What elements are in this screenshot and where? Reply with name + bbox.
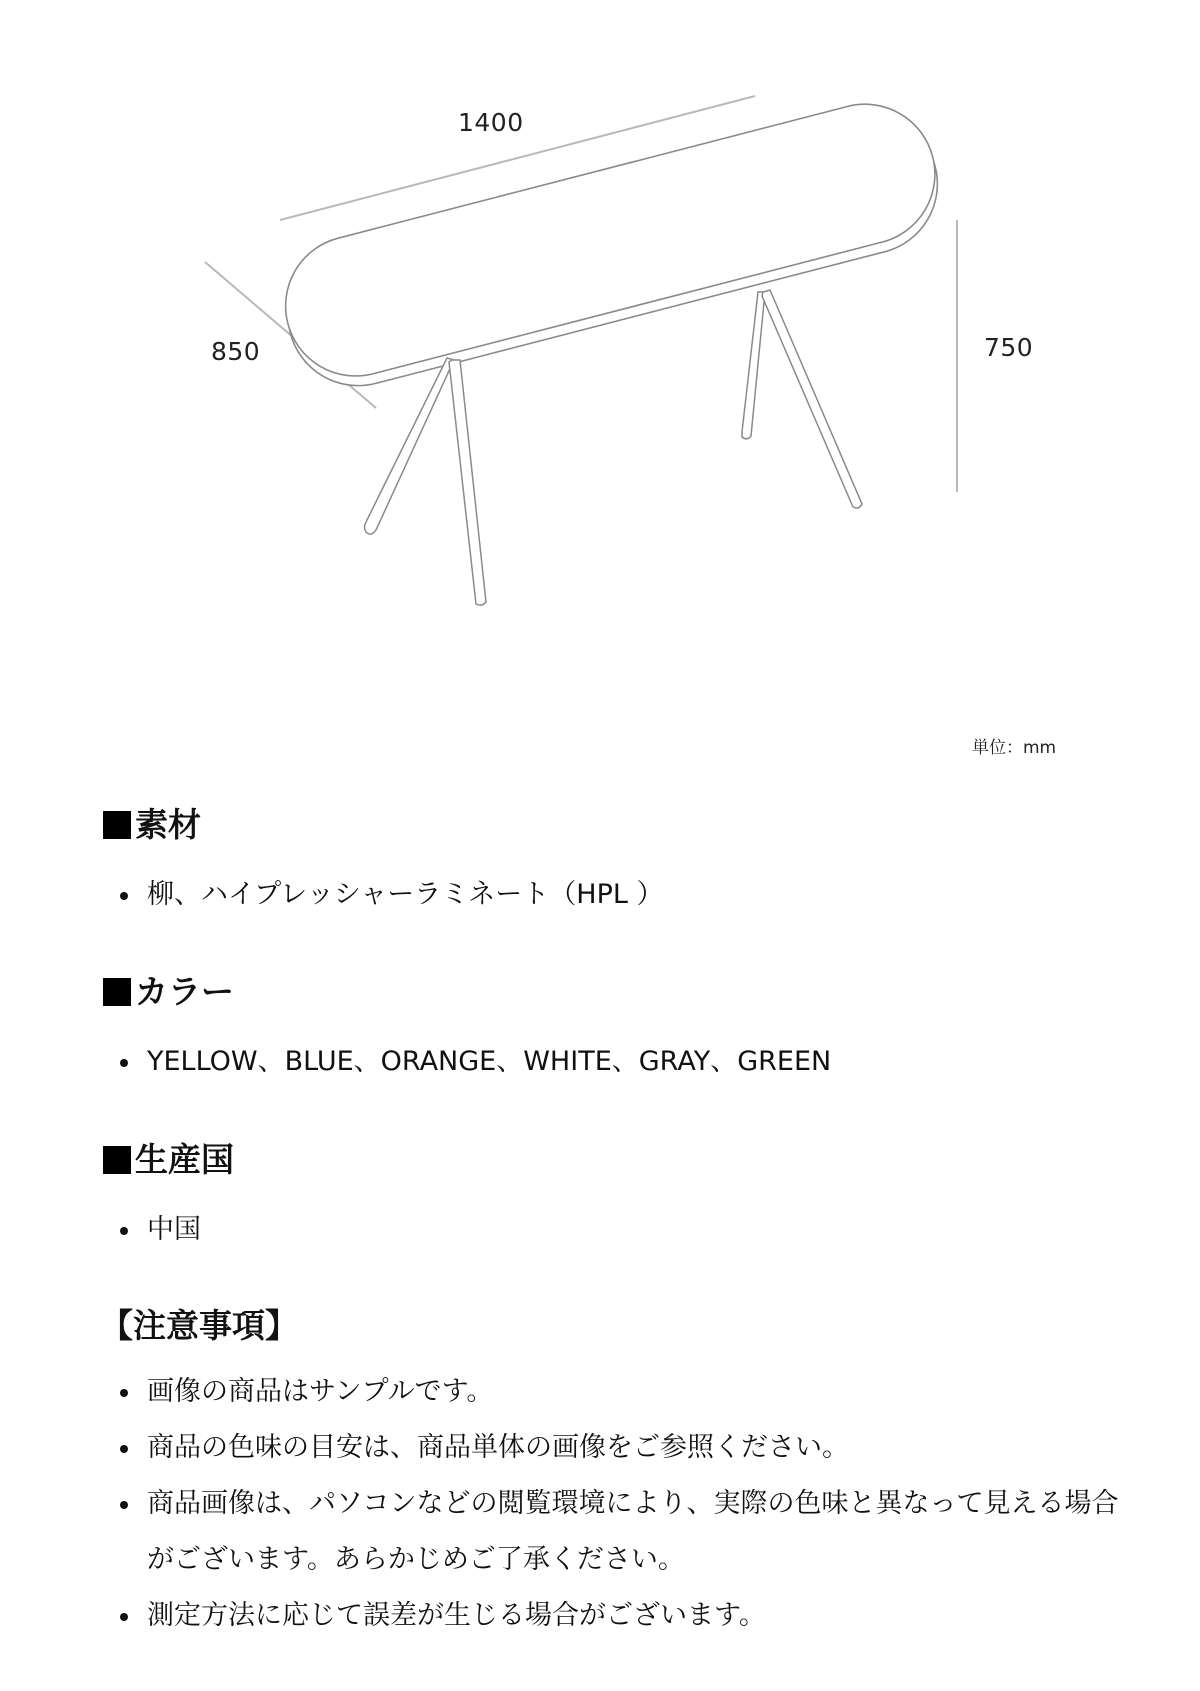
material-heading-text: 素材 xyxy=(135,805,201,844)
bullet-icon xyxy=(120,1227,128,1235)
notes-heading xyxy=(100,1306,1140,1345)
color-heading-text: カラー xyxy=(135,972,234,1011)
depth-dimension-label: 850 xyxy=(211,337,261,366)
bullet-icon xyxy=(120,892,128,900)
width-dimension-label: 1400 xyxy=(458,108,524,137)
height-dimension-label: 750 xyxy=(984,333,1034,362)
bullet-icon xyxy=(120,1445,128,1453)
material-item-text: 柳、ハイプレッシャーラミネート（HPL ） xyxy=(147,879,664,910)
list-item xyxy=(100,1588,1140,1644)
list-item xyxy=(100,1364,1140,1420)
color-item-text: YELLOW、BLUE、ORANGE、WHITE、GRAY、GREEN xyxy=(147,1046,832,1077)
bullet-icon xyxy=(120,1501,128,1509)
material-heading xyxy=(100,805,1140,844)
right-legs xyxy=(742,290,862,508)
origin-heading-text: 生産国 xyxy=(135,1140,234,1179)
note-text: 測定方法に応じて誤差が生じる場合がございます。 xyxy=(147,1600,766,1631)
color-list xyxy=(100,1034,1140,1089)
material-list xyxy=(100,867,1140,922)
black-square-icon xyxy=(103,1146,131,1174)
list-item xyxy=(100,1034,1140,1089)
list-item xyxy=(100,1202,1140,1257)
list-item xyxy=(100,1476,1140,1588)
bullet-icon xyxy=(120,1059,128,1067)
note-text: 商品画像は、パソコンなどの閲覧環境により、実際の色味と異なって見える場合がございます。あらかじめご了承ください。 xyxy=(147,1488,1119,1575)
origin-section xyxy=(100,1140,1140,1257)
note-text: 画像の商品はサンプルです。 xyxy=(147,1376,494,1407)
table-dimension-drawing xyxy=(0,0,1200,720)
color-section xyxy=(100,972,1140,1089)
note-text: 商品の色味の目安は、商品単体の画像をご参照ください。 xyxy=(147,1432,849,1463)
unit-label: 単位：mm xyxy=(972,738,1057,758)
left-legs xyxy=(365,358,487,605)
notes-heading-text: 【注意事項】 xyxy=(100,1306,298,1345)
notes-section xyxy=(100,1306,1140,1644)
tabletop xyxy=(270,89,952,401)
material-section xyxy=(100,805,1140,922)
list-item xyxy=(100,1420,1140,1476)
black-square-icon xyxy=(103,811,131,839)
list-item xyxy=(100,867,1140,922)
black-square-icon xyxy=(103,978,131,1006)
bullet-icon xyxy=(120,1389,128,1397)
origin-list xyxy=(100,1202,1140,1257)
bullet-icon xyxy=(120,1613,128,1621)
origin-item-text: 中国 xyxy=(147,1214,201,1245)
origin-heading xyxy=(100,1140,1140,1179)
color-heading xyxy=(100,972,1140,1011)
notes-list xyxy=(100,1364,1140,1644)
